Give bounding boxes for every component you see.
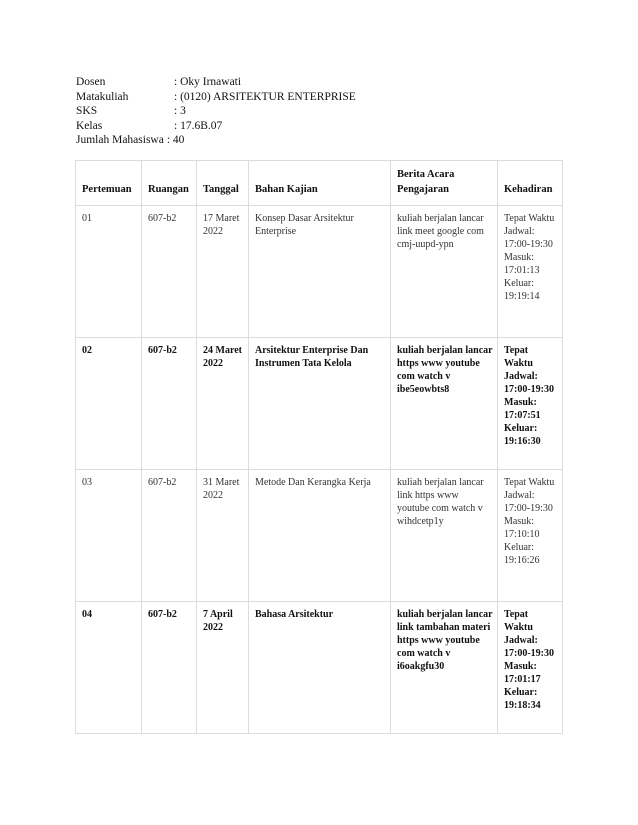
table-row	[76, 602, 563, 734]
cell-tanggal: 24 Maret 2022	[197, 338, 249, 470]
cell-ruangan: 607-b2	[142, 470, 197, 602]
cell-bahan-kajian: Arsitektur Enterprise Dan Instrumen Tata Kelola	[249, 338, 391, 470]
cell-berita-acara: kuliah berjalan lancar https www youtube com watch v ibe5eowbts8	[391, 338, 498, 470]
cell-tanggal: 31 Maret 2022	[197, 470, 249, 602]
cell-bahan-kajian: Metode Dan Kerangka Kerja	[249, 470, 391, 602]
cell-pertemuan: 01	[76, 206, 142, 338]
cell-ruangan: 607-b2	[142, 206, 197, 338]
cell-berita-acara: kuliah berjalan lancar link meet google com cmj-uupd-ypn	[391, 206, 498, 338]
header-berita-acara: Berita Acara Pengajaran	[391, 161, 498, 206]
cell-bahan-kajian: Bahasa Arsitektur	[249, 602, 391, 734]
header-bahan-kajian: Bahan Kajian	[249, 161, 391, 206]
cell-ruangan: 607-b2	[142, 338, 197, 470]
info-row-matakuliah	[76, 90, 356, 105]
header-kehadiran: Kehadiran	[498, 161, 563, 206]
info-row-jumlah	[76, 133, 356, 148]
cell-berita-acara: kuliah berjalan lancar link tambahan materi https www youtube com watch v i6oakgfu30	[391, 602, 498, 734]
sks-value: : 3	[174, 105, 186, 118]
dosen-label: Dosen	[76, 76, 106, 88]
table-row	[76, 206, 563, 338]
kelas-value: : 17.6B.07	[174, 119, 223, 132]
cell-kehadiran: Tepat Waktu Jadwal: 17:00-19:30 Masuk: 17:10:10 Keluar: 19:16:26	[498, 470, 563, 602]
cell-pertemuan: 03	[76, 470, 142, 602]
dosen-value: : Oky Irnawati	[174, 76, 242, 88]
kelas-label: Kelas	[76, 119, 103, 132]
info-row-kelas	[76, 119, 356, 134]
info-row-sks	[76, 104, 356, 119]
matakuliah-value: : (0120) ARSITEKTUR ENTERPRISE	[174, 90, 356, 103]
jumlah-value: : 40	[166, 134, 185, 147]
attendance-table	[75, 160, 563, 734]
table-header-row	[76, 161, 563, 206]
cell-kehadiran: Tepat Waktu Jadwal: 17:00-19:30 Masuk: 17:01:17 Keluar: 19:18:34	[498, 602, 563, 734]
table-row	[76, 338, 563, 470]
cell-ruangan: 607-b2	[142, 602, 197, 734]
cell-berita-acara: kuliah berjalan lancar link https www youtube com watch v wihdcetp1y	[391, 470, 498, 602]
cell-bahan-kajian: Konsep Dasar Arsitektur Enterprise	[249, 206, 391, 338]
cell-pertemuan: 02	[76, 338, 142, 470]
info-row-dosen	[76, 75, 356, 90]
sks-label: SKS	[76, 105, 98, 118]
cell-pertemuan: 04	[76, 602, 142, 734]
cell-kehadiran: Tepat Waktu Jadwal: 17:00-19:30 Masuk: 17:07:51 Keluar: 19:16:30	[498, 338, 563, 470]
course-info	[76, 75, 356, 148]
header-tanggal: Tanggal	[197, 161, 249, 206]
header-ruangan: Ruangan	[142, 161, 197, 206]
cell-tanggal: 17 Maret 2022	[197, 206, 249, 338]
cell-kehadiran: Tepat Waktu Jadwal: 17:00-19:30 Masuk: 17:01:13 Keluar: 19:19:14	[498, 206, 563, 338]
cell-tanggal: 7 April 2022	[197, 602, 249, 734]
header-pertemuan: Pertemuan	[76, 161, 142, 206]
table-row	[76, 470, 563, 602]
matakuliah-label: Matakuliah	[76, 90, 129, 103]
jumlah-label: Jumlah Mahasiswa	[76, 134, 164, 147]
